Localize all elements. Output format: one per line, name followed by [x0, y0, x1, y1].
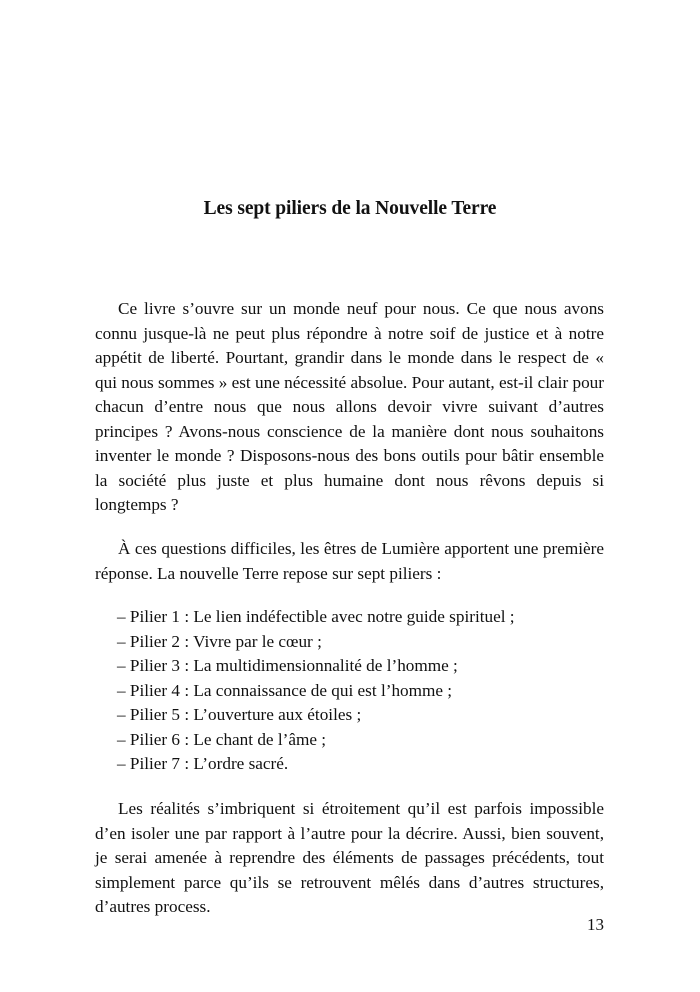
paragraph-text: Les réalités s’imbriquent si étroitement qu’il est parfois impossible d’en isoler une par rapport à l’autre pour la décrire. Aussi, bien souvent, je serai amenée à reprendre des éléments de passages précédents, tout simplement parce qu’ils se retrouvent mêlés dans d’autres structures, d’autres process.: [95, 799, 604, 916]
list-item: – Pilier 6 : Le chant de l’âme ;: [117, 729, 327, 749]
list-item: – Pilier 7 : L’ordre sacré.: [117, 754, 289, 773]
list-item: – Pilier 1 : Le lien indéfectible avec notre guide spirituel ;: [117, 607, 515, 626]
page-number: 13: [587, 915, 604, 934]
list-item: – Pilier 4 : La connaissance de qui est l’homme ;: [117, 680, 453, 700]
paragraph-text: À ces questions difficiles, les êtres de Lumière apportent une première réponse. La nouvelle Terre repose sur sept piliers :: [95, 539, 604, 583]
list-item: – Pilier 5 : L’ouverture aux étoiles ;: [117, 705, 362, 724]
paragraph-realities: [95, 797, 604, 920]
paragraph-intro: [95, 297, 604, 518]
chapter-title: Les sept piliers de la Nouvelle Terre: [203, 198, 497, 219]
list-item: – Pilier 3 : La multidimensionnalité de l’homme ;: [117, 656, 458, 675]
paragraph-text: Ce livre s’ouvre sur un monde neuf pour nous. Ce que nous avons connu jusque-là ne peut plus répondre à notre soif de justice et à notre appétit de liberté. Pourtant, grandir dans le monde dans le respect de « qui nous sommes » est une nécessité absolue. Pour autant, est-il clair pour chacun d’entre nous que nous allons devoir vivre suivant d’autres principes ? Avons-nous conscience de la manière dont nous souhaitons inventer le monde ? Disposons-nous des bons outils pour bâtir ensemble la société plus juste et plus humaine dont nous rêvons depuis si longtemps ?: [95, 299, 604, 514]
paragraph-questions: [95, 537, 604, 586]
pillars-list: [95, 605, 604, 777]
list-item: – Pilier 2 : Vivre par le cœur ;: [117, 631, 322, 651]
